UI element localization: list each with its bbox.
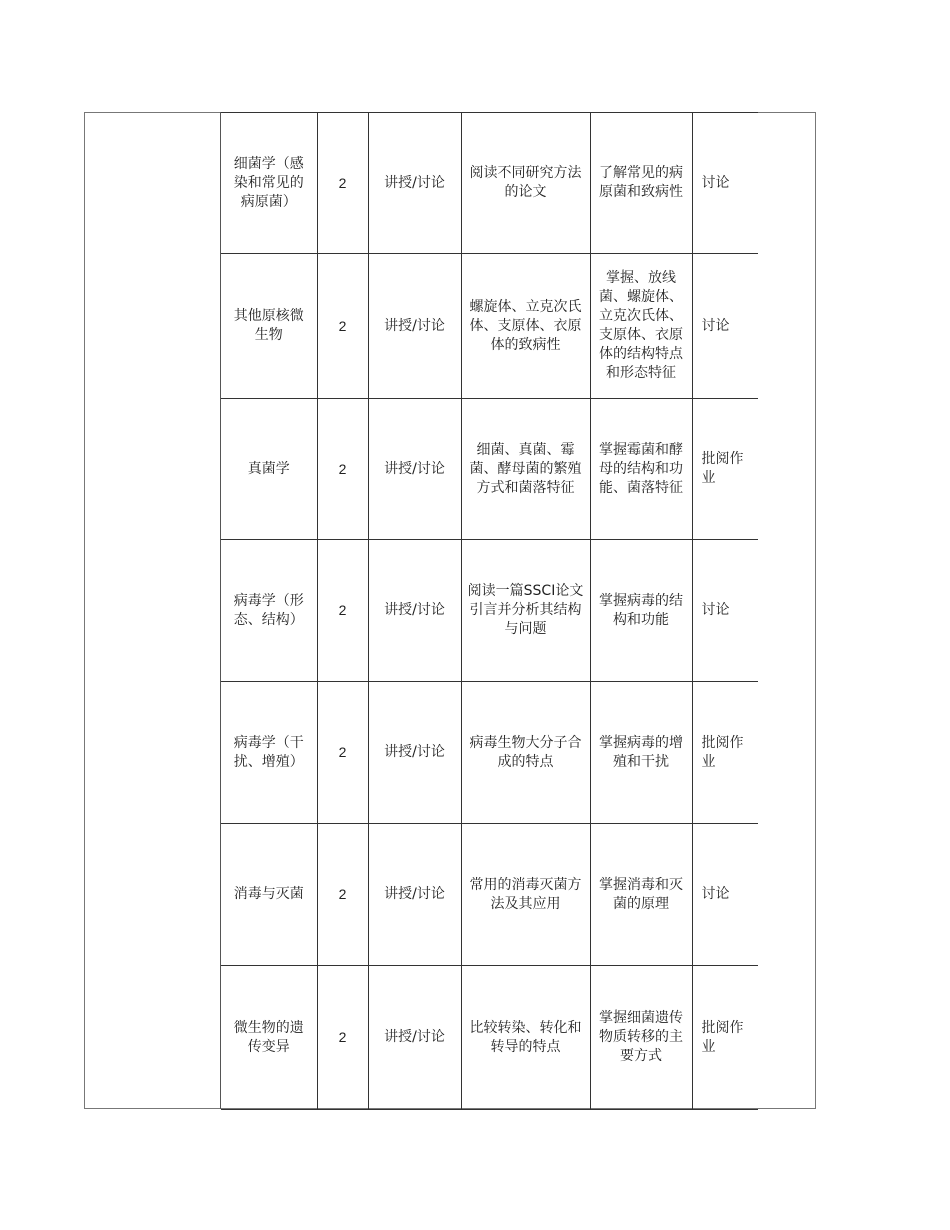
hours-cell: 2 <box>317 966 368 1110</box>
topic-cell: 病毒学（干扰、增殖） <box>221 682 317 824</box>
table-row <box>221 113 758 254</box>
hours-cell: 2 <box>317 540 368 682</box>
method-cell: 讲授/讨论 <box>368 254 461 399</box>
goal-cell: 掌握霉菌和酵母的结构和功能、菌落特征 <box>590 399 692 540</box>
method-cell: 讲授/讨论 <box>368 113 461 254</box>
course-schedule-table <box>221 112 758 1110</box>
method-cell: 讲授/讨论 <box>368 966 461 1110</box>
hours-cell: 2 <box>317 254 368 399</box>
table-row <box>221 254 758 399</box>
table-row <box>221 540 758 682</box>
content-cell: 细菌、真菌、霉菌、酵母菌的繁殖方式和菌落特征 <box>461 399 590 540</box>
goal-cell: 掌握病毒的增殖和干扰 <box>590 682 692 824</box>
content-cell: 病毒生物大分子合成的特点 <box>461 682 590 824</box>
table-row <box>221 399 758 540</box>
goal-cell: 掌握消毒和灭菌的原理 <box>590 824 692 966</box>
topic-cell: 消毒与灭菌 <box>221 824 317 966</box>
method-cell: 讲授/讨论 <box>368 682 461 824</box>
goal-cell: 掌握、放线菌、螺旋体、立克次氏体、支原体、衣原体的结构特点和形态特征 <box>590 254 692 399</box>
hours-cell: 2 <box>317 824 368 966</box>
assessment-cell: 讨论 <box>692 824 758 966</box>
hours-cell: 2 <box>317 682 368 824</box>
table-row <box>221 682 758 824</box>
topic-cell: 真菌学 <box>221 399 317 540</box>
assessment-cell: 批阅作业 <box>692 399 758 540</box>
topic-cell: 其他原核微生物 <box>221 254 317 399</box>
content-cell: 比较转染、转化和转导的特点 <box>461 966 590 1110</box>
table-row <box>221 824 758 966</box>
content-cell: 阅读一篇SSCI论文引言并分析其结构与问题 <box>461 540 590 682</box>
assessment-cell: 批阅作业 <box>692 966 758 1110</box>
goal-cell: 掌握细菌遗传物质转移的主要方式 <box>590 966 692 1110</box>
table-row <box>221 966 758 1110</box>
topic-cell: 细菌学（感染和常见的病原菌） <box>221 113 317 254</box>
content-cell: 阅读不同研究方法的论文 <box>461 113 590 254</box>
assessment-cell: 讨论 <box>692 254 758 399</box>
assessment-cell: 批阅作业 <box>692 682 758 824</box>
method-cell: 讲授/讨论 <box>368 540 461 682</box>
topic-cell: 病毒学（形态、结构） <box>221 540 317 682</box>
method-cell: 讲授/讨论 <box>368 824 461 966</box>
method-cell: 讲授/讨论 <box>368 399 461 540</box>
hours-cell: 2 <box>317 113 368 254</box>
topic-cell: 微生物的遗传变异 <box>221 966 317 1110</box>
content-cell: 螺旋体、立克次氏体、支原体、衣原体的致病性 <box>461 254 590 399</box>
content-cell: 常用的消毒灭菌方法及其应用 <box>461 824 590 966</box>
assessment-cell: 讨论 <box>692 540 758 682</box>
goal-cell: 掌握病毒的结构和功能 <box>590 540 692 682</box>
assessment-cell: 讨论 <box>692 113 758 254</box>
goal-cell: 了解常见的病原菌和致病性 <box>590 113 692 254</box>
hours-cell: 2 <box>317 399 368 540</box>
